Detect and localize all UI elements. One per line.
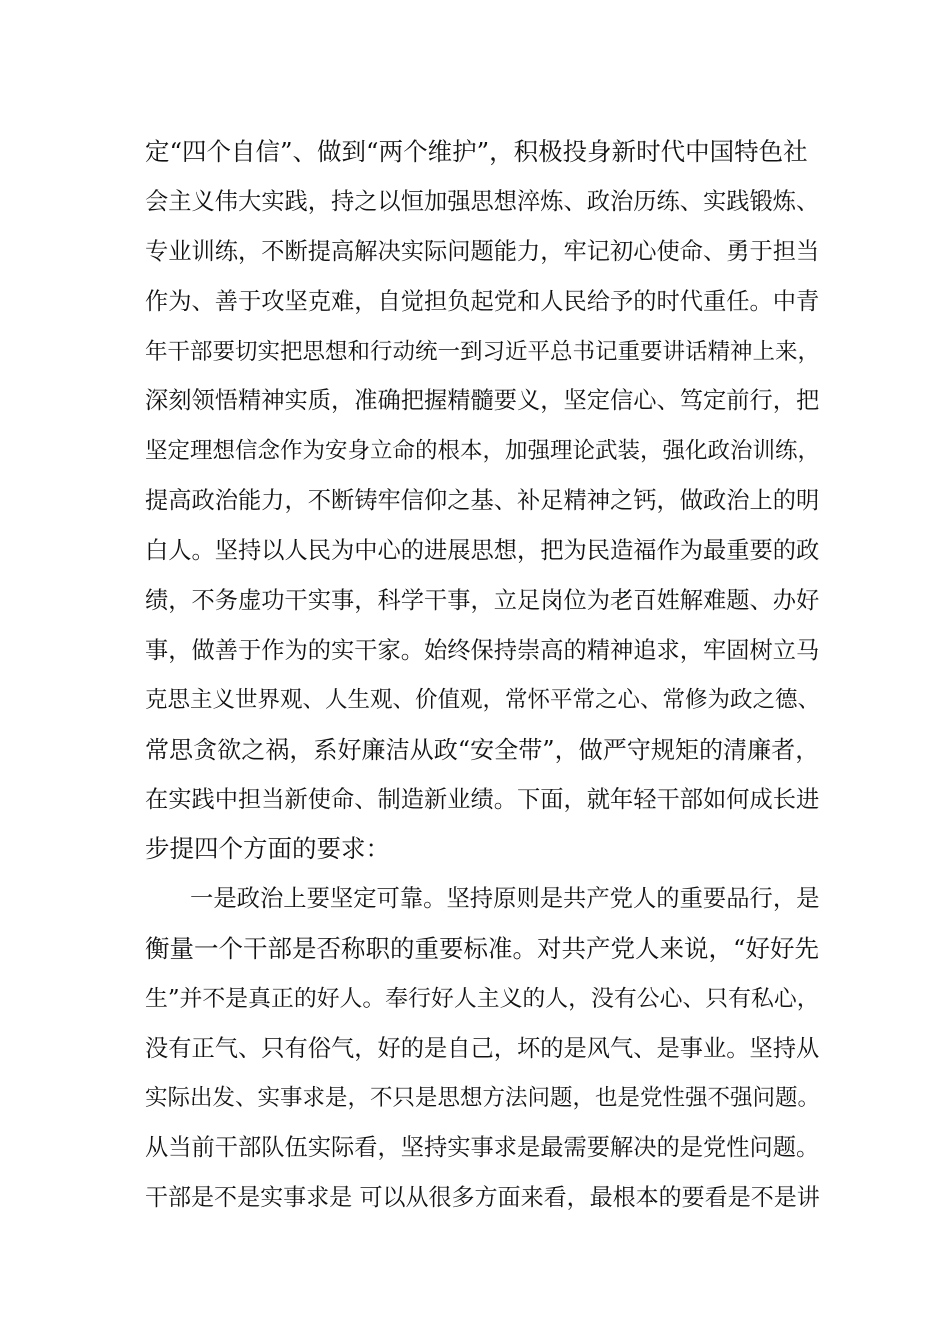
text-line: 会主义伟大实践，持之以恒加强思想淬炼、政治历练、实践锻炼、 [145, 188, 820, 215]
text-line: 坚定理想信念作为安身立命的根本，加强理论武装，强化政治训练， [145, 438, 821, 464]
text-line: 步提四个方面的要求： [145, 834, 390, 863]
text-line: 在实践中担当新使命、制造新业绩。下面，就年轻干部如何成长进 [145, 786, 820, 813]
text-line: 生”并不是真正的好人。奉行好人主义的人，没有公心、只有私心， [145, 986, 820, 1012]
paragraph-first-line: 一是政治上要坚定可靠。坚持原则是共产党人的重要品行，是 [190, 885, 820, 912]
text-line: 作为、善于攻坚克难，自觉担负起党和人民给予的时代重任。中青 [145, 288, 820, 315]
text-line: 常思贪欲之祸，系好廉洁从政“安全带”，做严守规矩的清廉者， [145, 736, 820, 764]
text-line: 年干部要切实把思想和行动统一到习近平总书记重要讲话精神上来， [145, 339, 821, 365]
text-line: 没有正气、只有俗气，好的是自己，坏的是风气、是事业。坚持从 [145, 1035, 820, 1062]
text-line: 提高政治能力，不断铸牢信仰之基、补足精神之钙，做政治上的明 [145, 487, 820, 514]
text-line: 衡量一个干部是否称职的重要标准。对共产党人来说，“好好先 [145, 934, 820, 963]
text-line: 专业训练，不断提高解决实际问题能力，牢记初心使命、勇于担当 [145, 238, 820, 265]
text-line: 克思主义世界观、人生观、价值观，常怀平常之心、常修为政之德、 [145, 687, 821, 713]
text-line: 实际出发、实事求是，不只是思想方法问题，也是党性强不强问题。 [145, 1085, 821, 1111]
text-line: 绩，不务虚功干实事，科学干事，立足岗位为老百姓解难题、办好 [145, 587, 820, 614]
text-line: 从当前干部队伍实际看，坚持实事求是最需要解决的是党性问题。 [145, 1134, 820, 1161]
text-line: 定“四个自信”、做到“两个维护”，积极投身新时代中国特色社 [145, 137, 808, 166]
text-line: 白人。坚持以人民为中心的进展思想，把为民造福作为最重要的政 [145, 537, 820, 564]
text-line: 干部是不是实事求是 可以从很多方面来看，最根本的要看是不是讲 [145, 1185, 820, 1211]
text-line: 深刻领悟精神实质，准确把握精髓要义，坚定信心、笃定前行，把 [145, 387, 820, 414]
text-line: 事，做善于作为的实干家。始终保持崇高的精神追求，牢固树立马 [145, 637, 820, 664]
